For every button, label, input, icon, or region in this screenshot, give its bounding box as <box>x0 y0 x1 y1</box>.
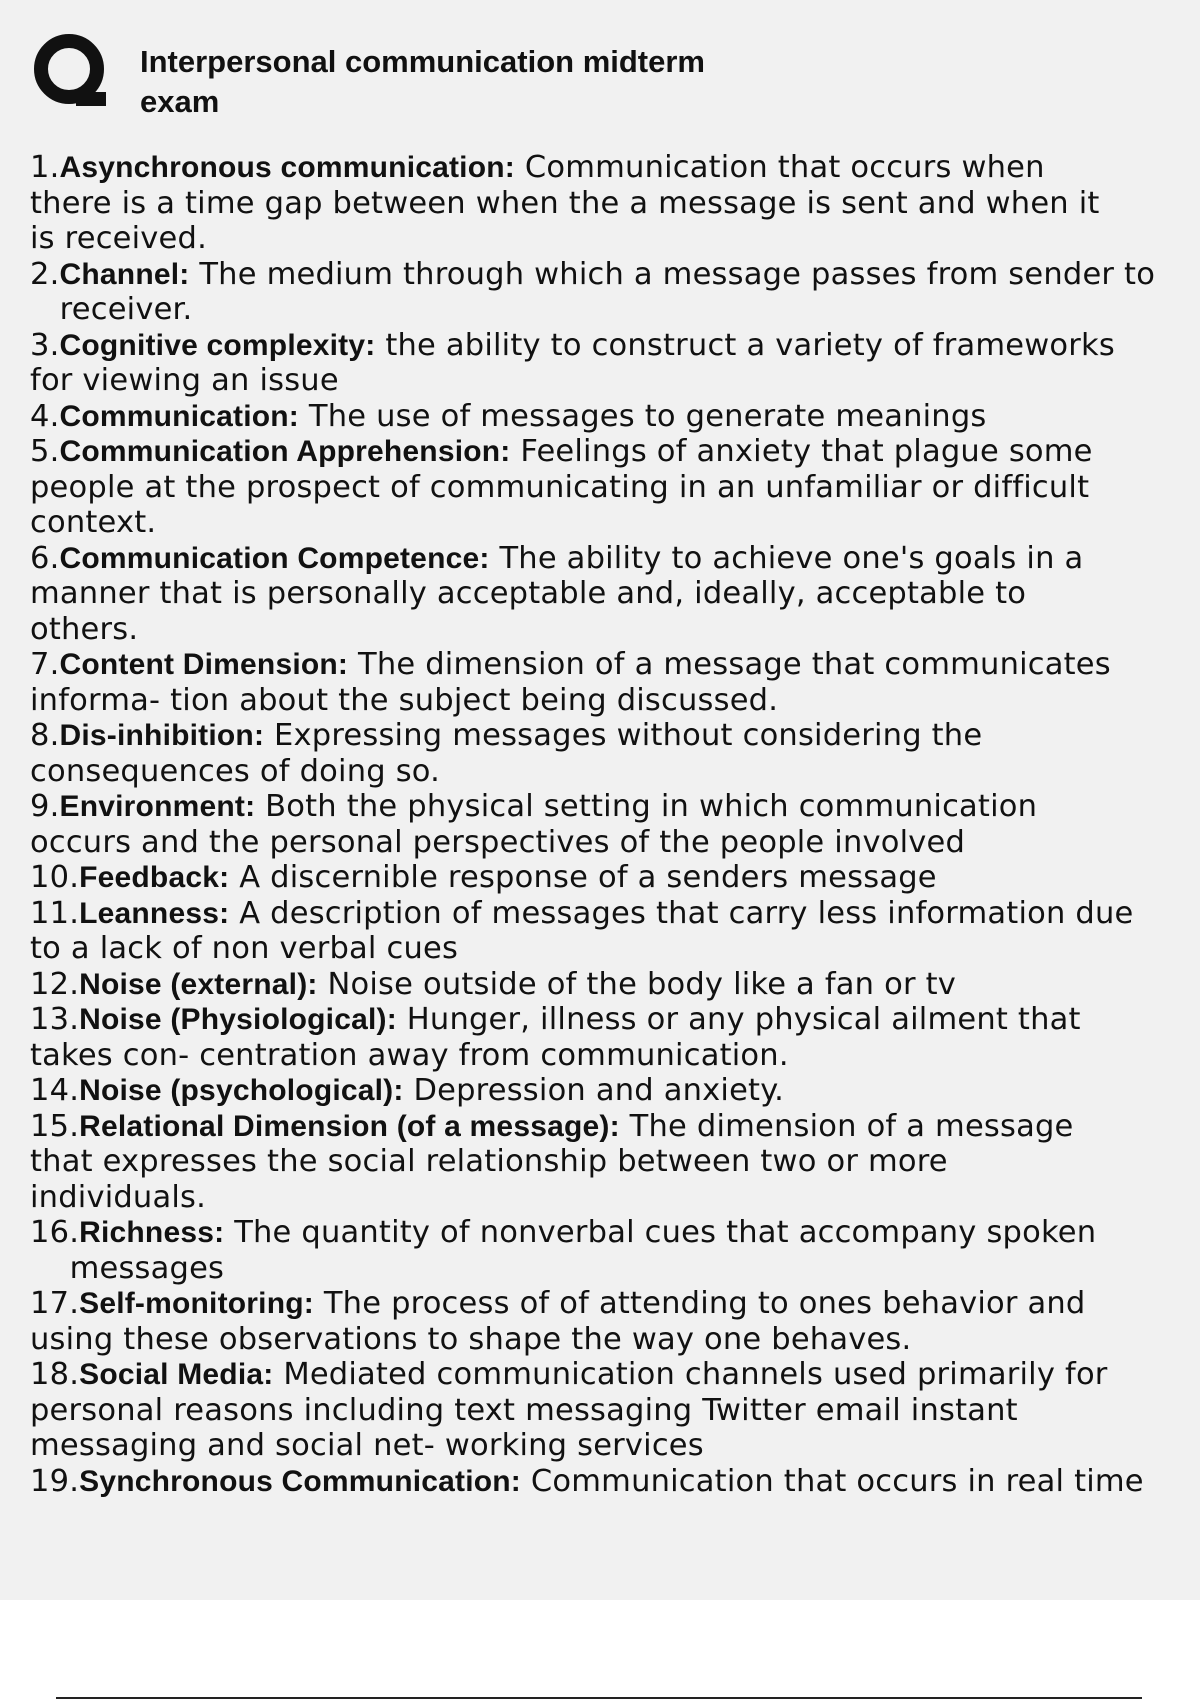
term-name: Feedback: <box>79 861 230 894</box>
term-line <box>30 1073 1200 1109</box>
term-definition: The dimension of a message <box>619 1108 1074 1144</box>
term-line <box>30 860 1200 896</box>
term-definition: there is a time gap between when the a message is sent and when it <box>30 185 1100 221</box>
term-definition: Hunger, illness or any physical ailment that <box>396 1002 1081 1037</box>
term-item <box>30 399 1200 435</box>
term-line <box>30 967 1200 1003</box>
term-definition: informa- tion about the subject being discussed. <box>30 682 779 718</box>
term-number: 11. <box>30 895 80 931</box>
term-definition: The dimension of a message that communicates <box>348 647 1111 682</box>
term-definition: manner that is personally acceptable and, ideally, acceptable to <box>30 576 1027 611</box>
term-definition: Feelings of anxiety that plague some <box>510 434 1093 469</box>
term-line <box>30 1002 1200 1038</box>
term-line <box>30 434 1200 470</box>
term-line <box>30 292 1200 328</box>
term-definition: personal reasons including text messaging Twitter email instant <box>30 1392 1018 1428</box>
term-name: Richness: <box>79 1216 225 1249</box>
term-line <box>30 1215 1200 1251</box>
term-line <box>30 754 1200 790</box>
term-line <box>30 541 1200 577</box>
term-line <box>30 1144 1200 1180</box>
term-definition: takes con- centration away from communication. <box>30 1037 789 1073</box>
term-line <box>30 896 1200 932</box>
term-name: Channel: <box>59 257 190 291</box>
term-name: Environment: <box>59 790 256 823</box>
term-item <box>30 1464 1200 1500</box>
q-logo-icon <box>32 34 110 112</box>
term-definition: The ability to achieve one's goals in a <box>489 540 1084 576</box>
term-definition: occurs and the personal perspectives of the people involved <box>30 824 966 860</box>
term-number: 12. <box>30 966 80 1002</box>
term-definition: messages <box>30 1250 225 1286</box>
term-definition: consequences of doing so. <box>30 753 441 789</box>
term-line <box>30 789 1200 825</box>
term-number: 2. <box>30 256 60 292</box>
term-item <box>30 257 1200 328</box>
term-line <box>30 718 1200 754</box>
term-definition: individuals. <box>30 1179 207 1215</box>
term-name: Social Media: <box>79 1358 274 1391</box>
term-definition: Communication that occurs in real time <box>521 1463 1144 1499</box>
term-definition: The medium through which a message passes from sender to <box>189 256 1156 292</box>
term-item <box>30 789 1200 860</box>
term-definition: context. <box>30 505 157 540</box>
term-line <box>30 399 1200 435</box>
term-number: 17. <box>30 1286 80 1321</box>
term-item <box>30 1109 1200 1216</box>
term-line <box>30 1180 1200 1216</box>
term-number: 15. <box>30 1108 80 1144</box>
term-number: 3. <box>30 327 60 363</box>
term-line <box>30 1251 1200 1287</box>
term-line <box>30 363 1200 399</box>
term-line <box>30 1038 1200 1074</box>
term-number: 16. <box>30 1215 80 1250</box>
term-definition: using these observations to shape the way one behaves. <box>30 1321 912 1357</box>
term-definition: others. <box>30 611 139 647</box>
term-number: 13. <box>30 1002 80 1037</box>
term-definition: for viewing an issue <box>30 363 339 398</box>
term-line <box>30 257 1200 293</box>
term-number: 14. <box>30 1073 80 1108</box>
term-number: 19. <box>30 1463 80 1499</box>
term-definition: messaging and social net- working services <box>30 1428 704 1463</box>
term-item <box>30 1073 1200 1109</box>
term-name: Content Dimension: <box>59 648 349 681</box>
term-number: 7. <box>30 647 60 682</box>
term-definition: The process of of attending to ones behavior and <box>313 1286 1086 1321</box>
term-line <box>30 612 1200 648</box>
term-number: 5. <box>30 434 60 469</box>
term-number: 10. <box>30 860 80 895</box>
term-definition: is received. <box>30 221 207 256</box>
term-line <box>30 186 1200 222</box>
term-name: Communication Competence: <box>59 541 490 575</box>
term-definition: The use of messages to generate meanings <box>298 398 987 434</box>
term-name: Cognitive complexity: <box>59 328 376 362</box>
term-definition: Communication that occurs when <box>514 150 1045 185</box>
term-name: Communication Apprehension: <box>59 435 511 468</box>
term-name: Asynchronous communication: <box>59 151 515 184</box>
term-name: Self-monitoring: <box>79 1287 314 1320</box>
term-number: 6. <box>30 540 60 576</box>
term-item <box>30 1215 1200 1286</box>
term-line <box>30 1286 1200 1322</box>
term-line <box>30 931 1200 967</box>
term-line <box>30 576 1200 612</box>
term-line <box>30 1393 1200 1429</box>
term-line <box>30 1357 1200 1393</box>
term-line <box>30 825 1200 861</box>
term-definition: Both the physical setting in which communication <box>255 789 1038 824</box>
term-item <box>30 541 1200 648</box>
term-line <box>30 328 1200 364</box>
term-number: 8. <box>30 718 60 753</box>
term-line <box>30 647 1200 683</box>
term-item <box>30 860 1200 896</box>
term-name: Noise (external): <box>79 967 318 1001</box>
term-definition: people at the prospect of communicating in an unfamiliar or difficult <box>30 469 1090 505</box>
divider <box>56 1697 1142 1699</box>
term-number: 9. <box>30 789 60 824</box>
term-definition: Noise outside of the body like a fan or tv <box>317 966 956 1002</box>
term-number: 1. <box>30 150 60 185</box>
term-item <box>30 150 1200 257</box>
term-line <box>30 683 1200 719</box>
term-item <box>30 434 1200 541</box>
term-line <box>30 505 1200 541</box>
term-item <box>30 896 1200 967</box>
term-definition: The quantity of nonverbal cues that accompany spoken <box>224 1215 1097 1250</box>
term-name: Leanness: <box>79 896 230 930</box>
document-title: Interpersonal communication midterm exam <box>140 44 705 119</box>
term-name: Dis-inhibition: <box>59 719 265 752</box>
term-item <box>30 1002 1200 1073</box>
term-definition: Depression and anxiety. <box>403 1073 784 1108</box>
term-item <box>30 1286 1200 1357</box>
term-definition: A discernible response of a senders message <box>229 860 937 895</box>
term-item <box>30 718 1200 789</box>
term-definition: that expresses the social relationship between two or more <box>30 1144 948 1179</box>
term-definition: A description of messages that carry less information due <box>229 895 1134 931</box>
term-line <box>30 470 1200 506</box>
term-item <box>30 1357 1200 1464</box>
term-number: 18. <box>30 1357 80 1392</box>
term-name: Noise (Physiological): <box>79 1003 397 1036</box>
term-definition: Mediated communication channels used primarily for <box>273 1357 1108 1392</box>
term-definition: to a lack of non verbal cues <box>30 931 459 966</box>
term-item <box>30 328 1200 399</box>
term-name: Synchronous Communication: <box>79 1464 521 1498</box>
term-list <box>30 150 1200 1499</box>
term-name: Communication: <box>59 399 299 433</box>
term-item <box>30 647 1200 718</box>
term-number: 4. <box>30 398 60 434</box>
term-item <box>30 967 1200 1003</box>
term-line <box>30 150 1200 186</box>
term-line <box>30 1464 1200 1500</box>
term-definition: Expressing messages without considering the <box>264 718 983 753</box>
term-line <box>30 221 1200 257</box>
term-name: Noise (psychological): <box>79 1074 404 1107</box>
term-name: Relational Dimension (of a message): <box>79 1109 620 1143</box>
term-line <box>30 1109 1200 1145</box>
term-definition: the ability to construct a variety of frameworks <box>375 327 1115 363</box>
term-line <box>30 1322 1200 1358</box>
document-header <box>32 30 1132 119</box>
term-definition: receiver. <box>30 292 193 327</box>
term-line <box>30 1428 1200 1464</box>
